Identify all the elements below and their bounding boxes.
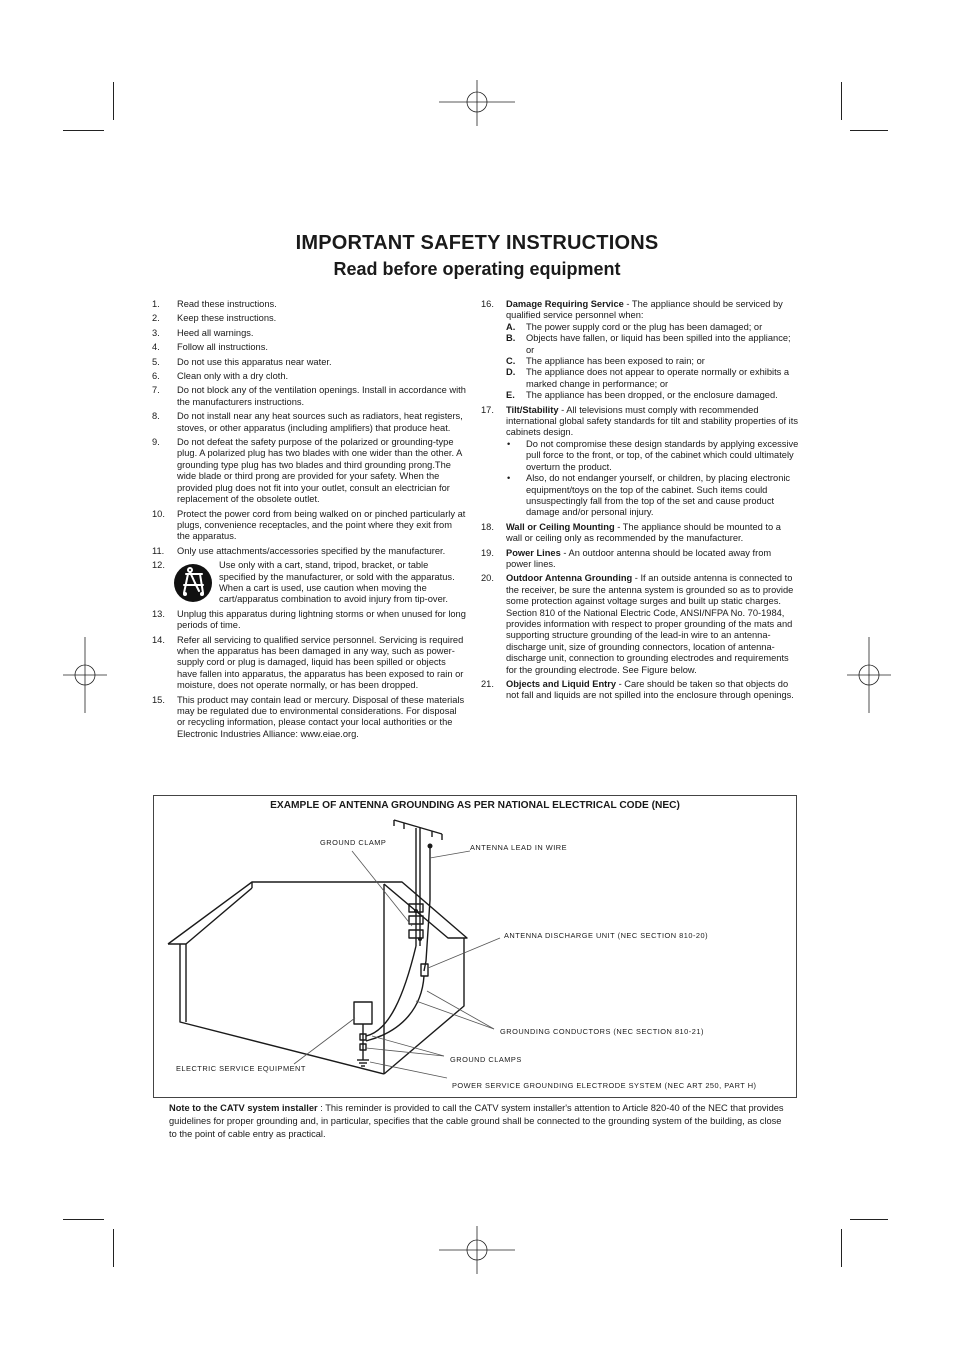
item-number: 10. <box>152 508 165 519</box>
item-number: 8. <box>152 411 160 422</box>
list-item <box>152 695 466 741</box>
bullet-item <box>506 473 799 519</box>
item-number: 20. <box>481 573 494 584</box>
list-item-21 <box>481 679 799 702</box>
bullet-mark: • <box>507 473 511 484</box>
item-heading: Outdoor Antenna Grounding <box>506 573 633 584</box>
list-item <box>152 328 466 339</box>
item-number: 7. <box>152 385 160 396</box>
sub-text: The appliance has been dropped, or the enclosure damaged. <box>526 390 778 401</box>
item-heading: Objects and Liquid Entry <box>506 679 617 689</box>
item-text: Do not defeat the safety purpose of the polarized or grounding-type plug. A polarized plug has two blades with one wider than the other. A grounding type plug has two blades and third grounding prong.The wide blade or third prong are provided for your safety. When the provided plug does not fit into your outlet, consult an electrician for replacement of the obsolete outlet. <box>177 437 462 505</box>
item-number: 15. <box>152 694 165 705</box>
item-number: 9. <box>152 437 160 448</box>
grounding-conductors-label: GROUNDING CONDUCTORS (NEC SECTION 810-21) <box>500 1027 704 1036</box>
bullet-text: Do not compromise these design standards by applying excessive pull force to the front, or top, of the cabinet which could ultimately overturn the product. <box>526 438 799 472</box>
house-antenna-diagram <box>154 796 798 1099</box>
note-heading: Note to the CATV system installer <box>169 1103 318 1113</box>
item-text: - The appliance should be serviced by qualified service personnel when: <box>506 299 783 321</box>
item-number: 13. <box>152 608 165 619</box>
list-item-20 <box>481 573 799 676</box>
sub-item <box>506 367 799 390</box>
item-text: Use only with a cart, stand, tripod, bracket, or table specified by the manufacturer, or sold with the apparatus. When a cart is used, use caution when moving the cart/apparatus combination to avoid injury from tip-over. <box>219 560 455 605</box>
bullet-mark: • <box>507 438 511 449</box>
item-text: Do not block any of the ventilation openings. Install in accordance with the manufacturers instructions. <box>177 385 466 407</box>
item-number: 4. <box>152 342 160 353</box>
list-item <box>152 509 466 543</box>
list-item <box>152 313 466 324</box>
list-item-16 <box>481 299 799 402</box>
ground-clamp-label: GROUND CLAMP <box>320 838 387 847</box>
sub-text: The power supply cord or the plug has been damaged; or <box>526 321 763 332</box>
sub-letter: B. <box>506 333 516 344</box>
item-heading: Wall or Ceiling Mounting <box>506 521 615 532</box>
item-text: Protect the power cord from being walked on or pinched particularly at plugs, convenience receptacles, and the point where they exit from the apparatus. <box>177 508 466 542</box>
bullet-text: Also, do not endanger yourself, or children, by placing electronic equipment/toys on the top of the cabinet. Such items could unsuspectingly fall from the top of the set and cause product damage and/or personal injury. <box>526 473 791 518</box>
item-text: Do not use this apparatus near water. <box>177 356 332 367</box>
item-text: Refer all servicing to qualified service personnel. Servicing is required when the apparatus has been damaged in any way, such as power-supply cord or plug is damaged, liquid has been spilled or objects have fallen into apparatus, the apparatus has been exposed to rain or moisture, does not operate normally, or has been dropped. <box>177 634 464 691</box>
item-number: 3. <box>152 327 160 338</box>
item-number: 1. <box>152 299 160 309</box>
discharge-unit-label: ANTENNA DISCHARGE UNIT (NEC SECTION 810-20) <box>504 931 709 940</box>
item-number: 14. <box>152 634 165 645</box>
list-item <box>152 437 466 505</box>
list-item <box>152 357 466 368</box>
item-heading: Damage Requiring Service <box>506 299 624 309</box>
item-number: 5. <box>152 356 160 367</box>
item-number: 18. <box>481 521 494 532</box>
catv-note <box>169 1102 785 1141</box>
item-number: 21. <box>481 679 494 689</box>
sub-item <box>506 322 799 333</box>
sub-letter: D. <box>506 367 516 378</box>
sub-item <box>506 333 799 356</box>
sub-text: The appliance has been exposed to rain; or <box>526 356 705 367</box>
sub-letter: E. <box>506 390 515 401</box>
item-text: Clean only with a dry cloth. <box>177 371 289 382</box>
list-item <box>152 546 466 557</box>
figure-title: EXAMPLE OF ANTENNA GROUNDING AS PER NATIONAL ELECTRICAL CODE (NEC) <box>270 800 680 811</box>
item-number: 19. <box>481 547 494 558</box>
item-text: Keep these instructions. <box>177 313 277 324</box>
list-item <box>152 411 466 434</box>
list-item <box>152 299 466 310</box>
item-text: - All televisions must comply with recommended international global safety standards for tilt and stability properties of its cabinets design. <box>506 404 798 438</box>
item-text: - If an outside antenna is connected to the receiver, be sure the antenna system is grounded so as to provide some protection against voltage surges and built up static charges. <box>506 573 794 607</box>
right-column <box>481 299 799 705</box>
item-text: - Care should be taken so that objects do not fall and liquids are not spilled into the enclosure through openings. <box>506 679 794 701</box>
sub-text: The appliance does not appear to operate normally or exhibits a marked change in performance; or <box>526 367 790 389</box>
item-number: 2. <box>152 313 160 324</box>
list-item <box>152 609 466 632</box>
page-title: IMPORTANT SAFETY INSTRUCTIONS <box>295 232 659 254</box>
sub-item <box>506 356 799 367</box>
item-number: 17. <box>481 404 494 415</box>
page-subtitle: Read before operating equipment <box>333 259 621 279</box>
list-item <box>152 560 466 606</box>
list-item <box>152 342 466 353</box>
antenna-grounding-figure <box>153 795 797 1098</box>
list-item <box>152 635 466 692</box>
sub-item <box>506 390 799 401</box>
item-text: Read these instructions. <box>177 299 277 309</box>
left-column <box>152 299 466 743</box>
item-text: This product may contain lead or mercury. Disposal of these materials may be regulated due to environmental considerations. For disposal or recycling information, please contact your local authorities or the Electronic Industries Alliance: www.eiae.org. <box>177 694 465 739</box>
power-service-label: POWER SERVICE GROUNDING ELECTRODE SYSTEM (NEC ART 250, PART H) <box>452 1081 757 1090</box>
ground-clamps-label: GROUND CLAMPS <box>450 1055 522 1064</box>
list-item-19 <box>481 548 799 571</box>
item-text: Only use attachments/accessories specified by the manufacturer. <box>177 545 446 556</box>
list-item-18 <box>481 522 799 545</box>
list-item <box>152 385 466 408</box>
item-text: Heed all warnings. <box>177 327 254 338</box>
note-text: : This reminder is provided to call the CATV system installer's attention to Article 820-40 of the NEC that provides guidelines for proper grounding and, in particular, specifies that the cable ground shall be connected to the grounding system of the building, as close to the point of cable entry as practical. <box>169 1103 784 1139</box>
list-item <box>152 371 466 382</box>
item-text: - The appliance should be mounted to a wall or ceiling only as recommended by the manufacturer. <box>506 521 781 544</box>
antenna-lead-label: ANTENNA LEAD IN WIRE <box>470 843 568 852</box>
item-text: Follow all instructions. <box>177 342 268 353</box>
item-heading: Tilt/Stability <box>506 404 559 415</box>
bullet-item <box>506 439 799 473</box>
item-number: 11. <box>152 545 165 556</box>
item-text: Unplug this apparatus during lightning storms or when unused for long periods of time. <box>177 608 466 631</box>
item-text: Do not install near any heat sources such as radiators, heat registers, stoves, or other apparatus (including amplifiers) that produce heat. <box>177 411 463 433</box>
electric-service-label: ELECTRIC SERVICE EQUIPMENT <box>176 1064 306 1073</box>
cart-warning-icon <box>173 561 213 605</box>
sub-letter: C. <box>506 356 516 367</box>
item-heading: Power Lines <box>506 547 561 558</box>
sub-text: Objects have fallen, or liquid has been spilled into the appliance; or <box>526 333 791 355</box>
sub-letter: A. <box>506 321 516 332</box>
item-number: 12. <box>152 560 165 571</box>
item-number: 6. <box>152 371 160 382</box>
list-item-17 <box>481 405 799 519</box>
item-text-2: Section 810 of the National Electric Code, ANSI/NFPA No. 70-1984, provides information with respect to proper grounding of the mats and supporting structure grounding of the lead-in wire to an antenna-discharge unit, size of grounding connectors, location of antenna-discharge unit, connection to grounding electrodes and requirements for the grounding electrode. See Figure below. <box>506 607 793 675</box>
item-number: 16. <box>481 299 494 309</box>
item-text: - An outdoor antenna should be located away from power lines. <box>506 547 772 569</box>
